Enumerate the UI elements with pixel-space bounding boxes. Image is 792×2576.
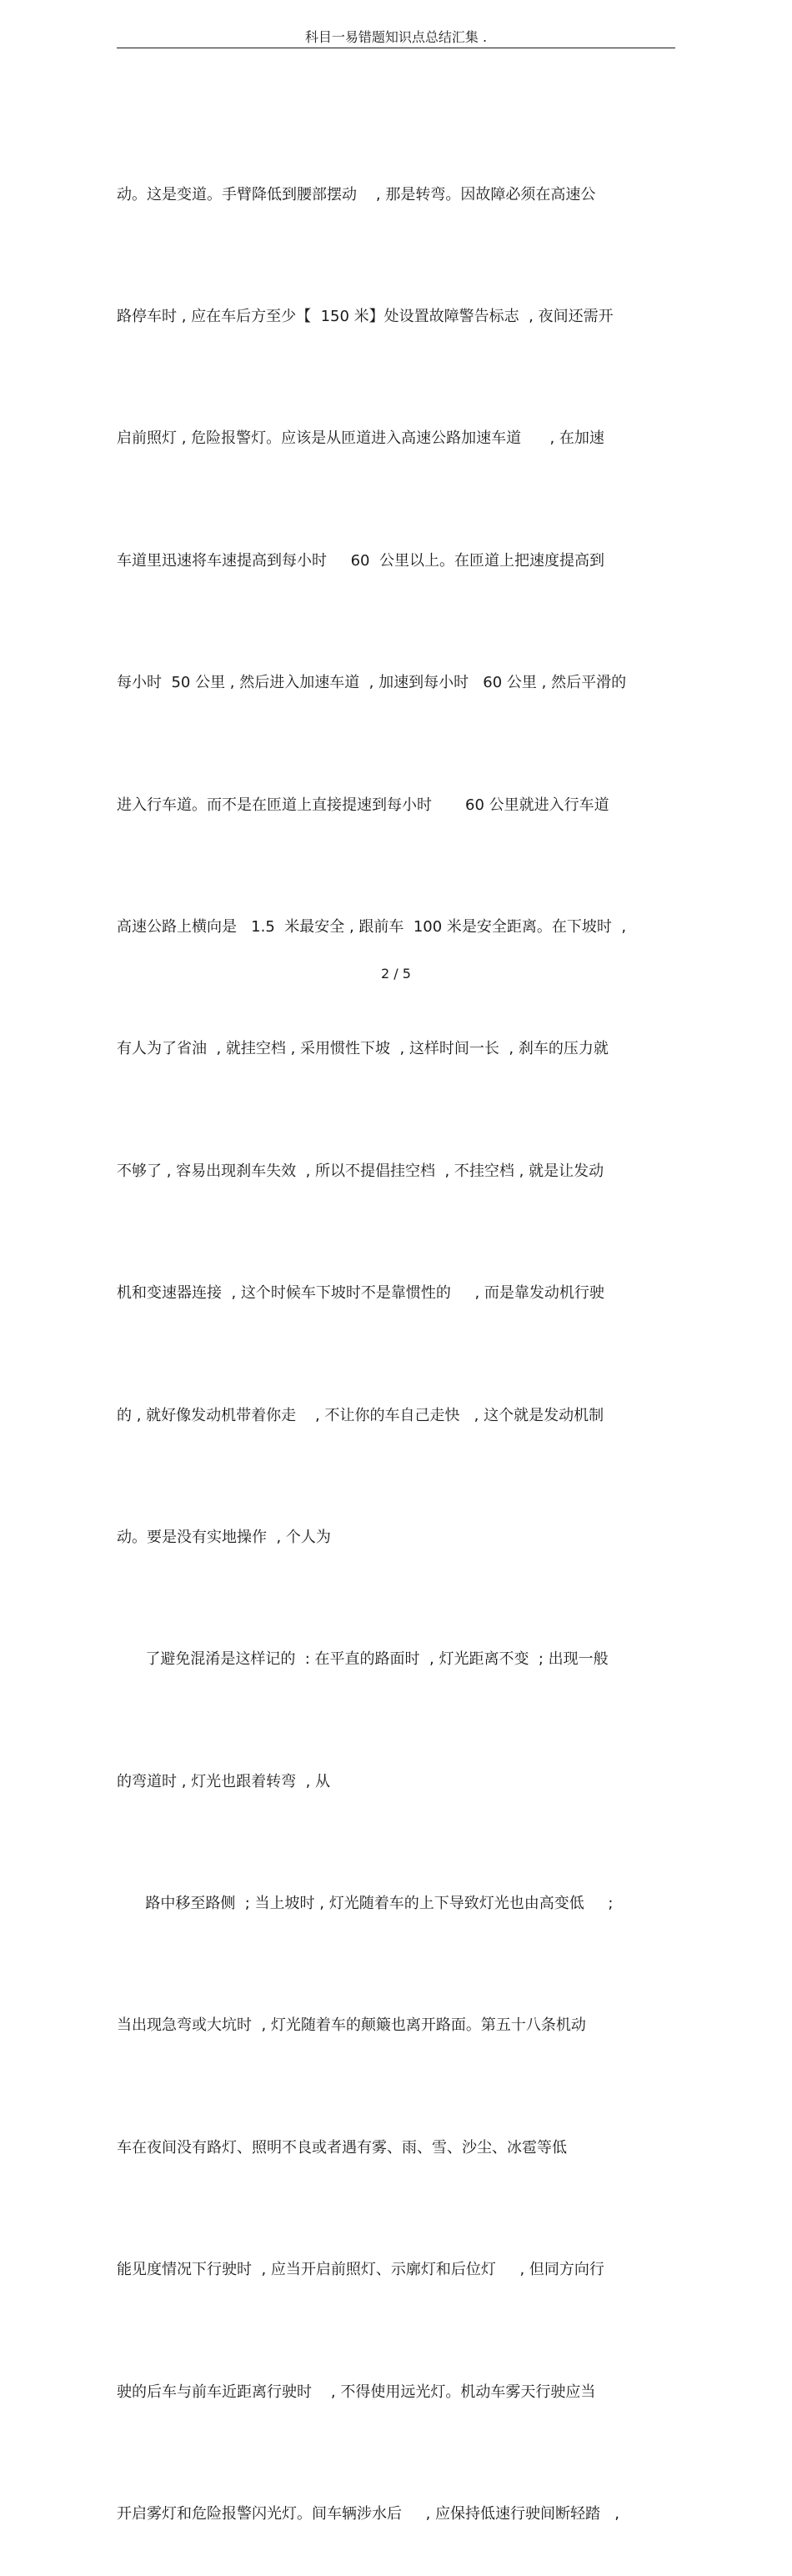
text-line: 车道里迅速将车速提高到每小时 60 公里以上。在匝道上把速度提高到 — [117, 551, 604, 570]
text-line: 路停车时 , 应在车后方至少【 150 米】处设置故障警告标志 , 夜间还需开 — [117, 307, 614, 325]
text-line: 动。这是变道。手臂降低到腰部摆动 , 那是转弯。因故障必须在高速公 — [117, 185, 596, 203]
text-line: 路中移至路侧 ; 当上坡时 , 灯光随着车的上下导致灯光也由高变低 ; — [117, 1895, 614, 1913]
page-number: 2 / 5 — [381, 966, 411, 982]
page-header-title: 科目一易错题知识点总结汇集 . — [304, 29, 488, 45]
text-line: 不够了 , 容易出现刹车失效 , 所以不提倡挂空档 , 不挂空档 , 就是让发动 — [117, 1162, 604, 1180]
text-line: 了避免混淆是这样记的 : 在平直的路面时 , 灯光距离不变 ; 出现一般 — [117, 1650, 609, 1669]
text-line: 开启雾灯和危险报警闪光灯。间车辆涉水后 , 应保持低速行驶间断轻踏 , — [117, 2505, 619, 2523]
text-line: 高速公路上横向是 1.5 米最安全 , 跟前车 100 米是安全距离。在下坡时 , — [117, 917, 627, 936]
text-line: 的弯道时 , 灯光也跟着转弯 , 从 — [117, 1772, 331, 1790]
text-line: 的 , 就好像发动机带着你走 , 不让你的车自己走快 , 这个就是发动机制 — [117, 1406, 604, 1424]
text-line: 有人为了省油 , 就挂空档 , 采用惯性下坡 , 这样时间一长 , 刹车的压力就 — [117, 1040, 609, 1058]
text-line: 机和变速器连接 , 这个时候车下坡时不是靠惯性的 , 而是靠发动机行驶 — [117, 1284, 604, 1303]
text-line: 车在夜间没有路灯、照明不良或者遇有雾、雨、雪、沙尘、冰雹等低 — [117, 2138, 567, 2157]
text-line: 启前照灯 , 危险报警灯。应该是从匝道进入高速公路加速车道 , 在加速 — [117, 429, 604, 448]
text-line: 每小时 50 公里 , 然后进入加速车道 , 加速到每小时 60 公里 , 然后平滑的 — [117, 674, 627, 692]
text-line: 动。要是没有实地操作 , 个人为 — [117, 1528, 331, 1546]
text-line: 进入行车道。而不是在匝道上直接提速到每小时 60 公里就进入行车道 — [117, 796, 609, 814]
text-line: 驶的后车与前车近距离行驶时 , 不得使用远光灯。机动车雾天行驶应当 — [117, 2383, 596, 2401]
text-line: 能见度情况下行驶时 , 应当开启前照灯、示廓灯和后位灯 , 但同方向行 — [117, 2261, 604, 2279]
text-line: 当出现急弯或大坑时 , 灯光随着车的颠簸也离开路面。第五十八条机动 — [117, 2016, 586, 2035]
document-body — [117, 93, 684, 2576]
